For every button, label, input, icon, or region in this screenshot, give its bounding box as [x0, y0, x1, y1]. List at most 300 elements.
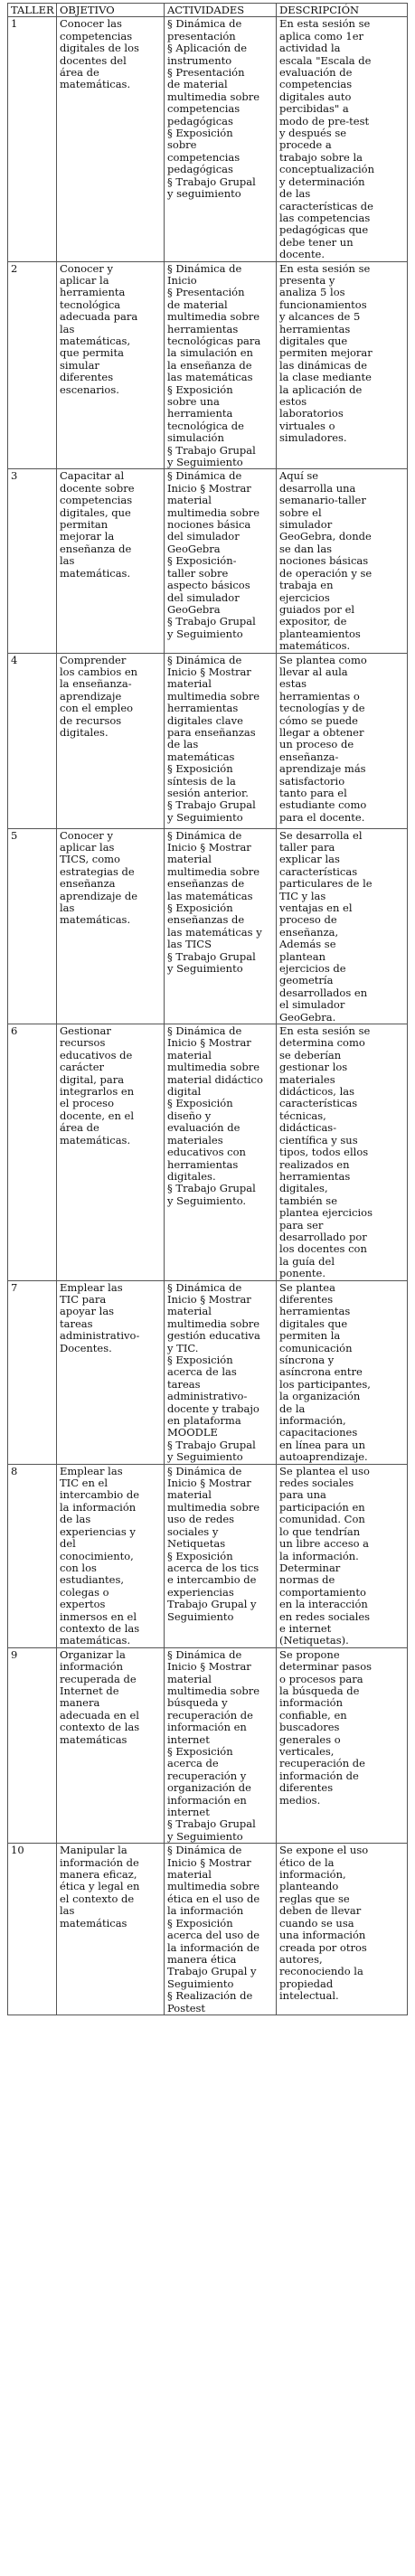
cell-line: el simulador [279, 998, 345, 1012]
cell-line: cómo se puede [279, 713, 358, 727]
cell-line: En esta sesión se [279, 17, 371, 31]
cell-line: técnicas, [279, 1109, 326, 1122]
cell-line: multimedia sobre [167, 864, 260, 878]
cell-line: educativos de [60, 1048, 133, 1062]
cell-line: § Exposición [167, 1916, 233, 1930]
cell-line: permitan [60, 518, 108, 532]
cell-line: material [167, 853, 212, 866]
table-row [8, 1464, 408, 1647]
cell-line: una información [279, 1929, 366, 1942]
cell-line: de material [167, 297, 228, 311]
cell-line: herramientas [279, 1305, 351, 1318]
cell-taller: 6 [8, 1024, 57, 1281]
cell-line: docente sobre [60, 481, 135, 495]
cell-descripcion [277, 1647, 408, 1844]
cell-line: se deberían [279, 1048, 342, 1062]
cell-line: didácticas- [279, 1121, 337, 1135]
cell-line: § Trabajo Grupal [167, 615, 256, 628]
cell-line: evaluación de [279, 66, 353, 80]
cell-line: TIC y las [279, 889, 326, 902]
cell-line: determinar pasos [279, 1660, 373, 1674]
cell-line: autoaprendizaje. [279, 1450, 368, 1464]
cell-line: modo de pre-test [279, 114, 370, 127]
cell-objetivo [57, 653, 165, 828]
cell-line: sobre una [167, 395, 220, 408]
cell-line: las competencias [279, 211, 371, 224]
cell-line: herramientas o [279, 689, 360, 703]
cell-line: Inicio § Mostrar [167, 665, 251, 678]
cell-line: adecuada en el [60, 1708, 139, 1722]
cell-line: Se plantea [279, 1280, 335, 1294]
cell-line: material [167, 1672, 212, 1685]
cell-line: diseño y [167, 1109, 212, 1122]
cell-line: también se [279, 1194, 337, 1207]
cell-line: los cambios en [60, 665, 138, 678]
cell-line: la simulación en [167, 346, 253, 360]
header-actividades: ACTIVIDADES [165, 4, 277, 17]
cell-line: aprendizaje [60, 689, 122, 703]
cell-line: materiales [279, 1072, 335, 1086]
cell-line: apoyar las [60, 1305, 115, 1318]
cell-line: las matemáticas [167, 889, 253, 902]
cell-line: En esta sesión se [279, 1024, 371, 1038]
cell-line: en línea para un [279, 1438, 365, 1451]
cell-line: que permita [60, 346, 124, 360]
cell-line: pedagógicas [167, 163, 233, 176]
cell-line: llegar a obtener [279, 725, 364, 739]
cell-line: pedagógicas que [279, 223, 369, 237]
cell-line: Trabajo Grupal y [167, 1965, 257, 1978]
cell-actividades [165, 1647, 277, 1844]
cell-line: las dinámicas de [279, 358, 367, 372]
cell-line: del simulador [167, 530, 240, 543]
cell-line: diferentes [60, 371, 114, 384]
cell-line: la clase mediante [279, 371, 372, 384]
cell-line: laboratorios [279, 407, 344, 420]
cell-line: Docentes. [60, 1341, 112, 1354]
cell-line: taller sobre [167, 566, 229, 580]
cell-line: intercambio de [60, 1488, 139, 1502]
cell-line: Emplear las [60, 1464, 123, 1477]
cell-line: herramientas [167, 322, 239, 335]
cell-line: digitales clave [167, 713, 243, 727]
cell-line: nociones básicas [279, 554, 369, 568]
cell-line: didácticos, las [279, 1085, 355, 1099]
cell-line: Se plantea como [279, 653, 367, 666]
cell-line: multimedia sobre [167, 1880, 260, 1893]
cell-line: expositor, de [279, 615, 347, 628]
table-row [8, 1647, 408, 1844]
cell-line: enseñanza, [279, 925, 339, 939]
cell-line: nociones básica [167, 518, 251, 532]
cell-line: explicar las [279, 853, 340, 866]
cell-line: manera ética [167, 1952, 237, 1966]
cell-line: del simulador [167, 590, 240, 604]
cell-line: propiedad [279, 1977, 334, 1990]
cell-line: herramientas [279, 322, 351, 335]
cell-line: particulares de le [279, 877, 373, 891]
cell-line: y seguimiento [167, 187, 241, 201]
cell-line: GeoGebra [167, 542, 221, 555]
cell-line: material [167, 1488, 212, 1502]
cell-line: tanto para el [279, 787, 347, 799]
cell-line: acerca de [167, 1757, 219, 1770]
cell-line: gestión educativa [167, 1329, 260, 1343]
cell-objetivo [57, 261, 165, 469]
cell-line: desarrollado por [279, 1230, 367, 1243]
cell-line: información en [167, 1793, 247, 1807]
cell-line: § Dinámica de [167, 1024, 242, 1038]
cell-line: competencias [60, 494, 133, 507]
cell-line: GeoGebra [167, 602, 221, 616]
cell-descripcion [277, 1844, 408, 2015]
cell-taller: 1 [8, 17, 57, 261]
cell-line: asíncrona entre [279, 1365, 363, 1379]
cell-line: Organizar la [60, 1647, 126, 1661]
cell-line: y Seguimiento [167, 456, 243, 469]
cell-line: estas [279, 677, 307, 691]
cell-line: y TIC. [167, 1341, 199, 1354]
table-row [8, 1844, 408, 2015]
cell-line: procede a [279, 138, 332, 152]
cell-descripcion [277, 17, 408, 261]
cell-line: los participantes, [279, 1377, 371, 1391]
cell-line: § Exposición [167, 762, 233, 776]
cell-line: § Exposición [167, 1745, 233, 1758]
cell-line: recursos [60, 1036, 106, 1050]
cell-line: § Exposición [167, 1354, 233, 1366]
cell-line: competencias [60, 29, 133, 42]
cell-line: científica y sus [279, 1133, 358, 1146]
cell-line: § Dinámica de [167, 1280, 242, 1294]
cell-line: la búsqueda de [279, 1684, 360, 1697]
cell-line: administrativo- [167, 1390, 248, 1403]
cell-line: digital, para [60, 1072, 125, 1086]
cell-actividades [165, 653, 277, 828]
cell-line: § Trabajo Grupal [167, 175, 256, 188]
cell-line: de la [279, 1401, 306, 1415]
cell-line: § Exposición [167, 382, 233, 396]
cell-line: la enseñanza de [167, 358, 252, 372]
cell-line: ponente. [279, 1267, 325, 1280]
cell-line: § Dinámica de [167, 653, 242, 666]
cell-line: simulación [167, 431, 224, 445]
cell-line: ética en el uso de [167, 1892, 260, 1905]
cell-line: matemáticas [167, 750, 235, 763]
cell-line: la guía del [279, 1254, 335, 1268]
cell-line: enseñanzas de [167, 877, 245, 891]
cell-line: aprendizaje de [60, 889, 138, 902]
cell-line: de material [167, 78, 228, 91]
cell-line: deben de llevar [279, 1904, 362, 1918]
cell-line: adecuada para [60, 310, 138, 324]
cell-line: Además se [279, 938, 336, 951]
cell-line: intelectual. [279, 1989, 339, 2003]
cell-line: material [167, 494, 212, 507]
cell-line: matemáticos. [279, 639, 351, 653]
cell-line: los docentes con [279, 1242, 367, 1256]
cell-line: permiten mejorar [279, 346, 373, 360]
cell-line: competencias [167, 150, 241, 164]
cell-line: diferentes [279, 1292, 334, 1306]
cell-line: TIC para [60, 1292, 107, 1306]
cell-line: Inicio § Mostrar [167, 1855, 251, 1869]
cell-line: experiencias [167, 1585, 234, 1599]
cell-line: satisfactorio [279, 774, 345, 788]
cell-line: § Dinámica de [167, 17, 242, 31]
cell-line: acerca del uso de [167, 1929, 260, 1942]
cell-line: § Dinámica de [167, 1647, 242, 1661]
cell-line: multimedia sobre [167, 689, 260, 703]
cell-line: conocimiento, [60, 1549, 134, 1562]
cell-line: organización de [167, 1781, 251, 1795]
cell-line: las [60, 1904, 75, 1918]
cell-line: o procesos para [279, 1672, 363, 1685]
cell-line: docente. [279, 248, 325, 261]
cell-actividades [165, 1280, 277, 1464]
cell-line: administrativo- [60, 1329, 140, 1343]
cell-line: en la interacción [279, 1598, 368, 1611]
cell-line: redes sociales [279, 1477, 354, 1490]
cell-line: las TICS [167, 938, 212, 951]
table-row [8, 17, 408, 261]
cell-line: § Trabajo Grupal [167, 1438, 256, 1451]
cell-descripcion [277, 261, 408, 469]
cell-line: para ser [279, 1218, 324, 1231]
cell-line: expertos [60, 1598, 106, 1611]
cell-line: tipos, todos ellos [279, 1146, 369, 1159]
cell-descripcion [277, 828, 408, 1024]
cell-line: § Exposición [167, 1549, 233, 1562]
cell-line: § Aplicación de [167, 42, 247, 55]
cell-line: multimedia sobre [167, 505, 260, 519]
cell-line: las [60, 554, 75, 568]
cell-line: e intercambio de [167, 1573, 257, 1587]
table-header-row [8, 4, 408, 17]
cell-line: y Seguimiento [167, 962, 243, 975]
cell-line: recuperación y [167, 1769, 247, 1782]
cell-line: la información de [167, 1940, 259, 1954]
cell-line: tareas [60, 1316, 93, 1330]
cell-objetivo [57, 1024, 165, 1281]
cell-line: (Netiquetas). [279, 1634, 349, 1647]
cell-line: uso de redes [167, 1513, 235, 1526]
table-row [8, 828, 408, 1024]
cell-line: digitales de los [60, 42, 139, 55]
cell-line: y determinación [279, 175, 365, 188]
cell-line: normas de [279, 1573, 335, 1587]
cell-line: material [167, 677, 212, 691]
cell-line: ejercicios de [279, 962, 346, 975]
cell-line: instrumento [167, 53, 232, 67]
cell-line: digitales que [279, 334, 348, 347]
cell-line: de las [279, 187, 311, 201]
cell-line: § Trabajo Grupal [167, 443, 256, 457]
cell-line: plantean [279, 949, 325, 963]
cell-line: trabajo sobre la [279, 150, 363, 164]
cell-line: las [60, 322, 75, 335]
cell-taller: 10 [8, 1844, 57, 2015]
cell-line: inmersos en el [60, 1609, 137, 1623]
table-row [8, 1024, 408, 1281]
cell-line: Inicio [167, 273, 197, 287]
cell-line: Netiquetas [167, 1537, 226, 1551]
cell-line: digitales, [279, 1182, 328, 1195]
cell-line: gestionar los [279, 1061, 348, 1074]
cell-line: presentación [167, 29, 236, 42]
cell-line: recuperada de [60, 1672, 137, 1685]
header-taller: TALLER [8, 4, 57, 17]
cell-line: § Dinámica de [167, 1464, 242, 1477]
cell-line: la información. [279, 1549, 359, 1562]
cell-line: multimedia sobre [167, 90, 260, 103]
cell-line: estudiantes, [60, 1573, 125, 1587]
cell-line: síncrona y [279, 1354, 335, 1366]
cell-line: simuladores. [279, 431, 347, 445]
cell-line: mejorar la [60, 530, 115, 543]
cell-line: manera eficaz, [60, 1868, 137, 1882]
cell-line: acerca de los tics [167, 1561, 259, 1574]
cell-line: matemáticas. [60, 566, 131, 580]
cell-line: Determinar [279, 1561, 341, 1574]
cell-line: la organización [279, 1390, 361, 1403]
cell-line: § Dinámica de [167, 828, 242, 842]
cell-actividades [165, 1464, 277, 1647]
cell-line: § Realización de [167, 1989, 253, 2003]
cell-line: matemáticas. [60, 78, 131, 91]
cell-line: recuperación de [167, 1708, 253, 1722]
cell-line: manera [60, 1696, 100, 1710]
cell-line: para una [279, 1488, 326, 1502]
cell-line: y Seguimiento [167, 810, 243, 824]
cell-objetivo [57, 1280, 165, 1464]
cell-line: autores, [279, 1952, 323, 1966]
cell-line: herramientas [167, 702, 239, 715]
cell-line: contexto de las [60, 1721, 140, 1734]
cell-line: la información [167, 1904, 244, 1918]
cell-line: materiales [167, 1133, 223, 1146]
cell-line: Seguimiento [167, 1977, 234, 1990]
cell-line: material [167, 1868, 212, 1882]
cell-line: pedagógicas [167, 114, 233, 127]
cell-line: se dan las [279, 542, 333, 555]
cell-line: § Dinámica de [167, 1844, 242, 1857]
cell-line: herramientas [167, 1157, 239, 1171]
cell-line: aplicar las [60, 840, 115, 854]
cell-line: tecnológicas para [167, 334, 261, 347]
cell-line: competencias [167, 102, 241, 116]
cell-line: comunidad. Con [279, 1513, 365, 1526]
cell-line: un libre acceso a [279, 1537, 370, 1551]
cell-line: digitales, que [60, 505, 131, 519]
cell-line: § Presentación [167, 286, 245, 299]
cell-line: matemáticas. [60, 1133, 131, 1146]
cell-taller: 3 [8, 469, 57, 653]
cell-line: internet [167, 1806, 210, 1819]
cell-line: debe tener un [279, 235, 354, 249]
cell-line: MOODLE [167, 1426, 218, 1439]
cell-line: experiencias y [60, 1524, 136, 1538]
cell-line: participación en [279, 1500, 365, 1514]
cell-line: educativos con [167, 1146, 246, 1159]
cell-line: Seguimiento [167, 1609, 234, 1623]
header-objetivo: OBJETIVO [57, 4, 165, 17]
cell-line: funcionamientos [279, 297, 367, 311]
cell-line: para el docente. [279, 810, 365, 824]
cell-line: geometría [279, 974, 334, 987]
cell-line: características [279, 1097, 358, 1110]
cell-objetivo [57, 1464, 165, 1647]
cell-line: presenta y [279, 273, 335, 287]
cell-line: Internet de [60, 1684, 119, 1697]
cell-line: multimedia sobre [167, 1316, 260, 1330]
cell-line: desarrolla una [279, 481, 356, 495]
cell-line: y después se [279, 127, 347, 140]
cell-line: taller para [279, 840, 335, 854]
cell-line: un proceso de [279, 738, 354, 751]
cell-line: sobre [167, 138, 197, 152]
cell-line: tecnológica de [167, 419, 244, 432]
cell-line: actividad la [279, 42, 341, 55]
table-row [8, 469, 408, 653]
cell-line: enseñanza- [279, 750, 339, 763]
cell-line: multimedia sobre [167, 1500, 260, 1514]
cell-line: creada por otros [279, 1940, 367, 1954]
cell-line: matemáticas. [60, 1634, 131, 1647]
cell-line: tecnológica [60, 297, 121, 311]
cell-line: búsqueda y [167, 1696, 228, 1710]
cell-line: la aplicación de [279, 382, 363, 396]
cell-line: área de [60, 1121, 99, 1135]
cell-line: aprendizaje más [279, 762, 366, 776]
cell-line: herramienta [167, 407, 233, 420]
cell-line: conceptualización [279, 163, 374, 176]
cell-line: confiable, en [279, 1708, 347, 1722]
cell-taller: 9 [8, 1647, 57, 1844]
cell-line: información [279, 1696, 343, 1710]
cell-line: Inicio § Mostrar [167, 1292, 251, 1306]
cell-line: y Seguimiento [167, 1829, 243, 1843]
cell-line: GeoGebra. [279, 1010, 336, 1024]
cell-line: herramienta [60, 286, 126, 299]
cell-line: matemáticas [60, 1916, 127, 1930]
cell-line: el contexto de [60, 1892, 135, 1905]
cell-line: recuperación de [279, 1757, 365, 1770]
cell-line: información en [167, 1721, 247, 1734]
cell-line: información, [279, 1868, 346, 1882]
cell-line: evaluación de [167, 1121, 241, 1135]
cell-line: síntesis de la [167, 774, 236, 788]
cell-line: GeoGebra, donde [279, 530, 372, 543]
cell-line: información [60, 1660, 123, 1674]
workshop-table [7, 3, 408, 2015]
cell-objetivo [57, 17, 165, 261]
cell-line: desarrollados en [279, 986, 368, 999]
cell-line: buscadores [279, 1721, 340, 1734]
cell-line: estos [279, 395, 307, 408]
cell-line: carácter [60, 1061, 105, 1074]
cell-line: proceso de [279, 913, 337, 927]
cell-line: la enseñanza- [60, 677, 132, 691]
cell-line: § Exposición- [167, 554, 237, 568]
cell-line: de recursos [60, 713, 122, 727]
cell-line: simular [60, 358, 99, 372]
cell-objetivo [57, 469, 165, 653]
cell-line: en redes sociales [279, 1609, 371, 1623]
cell-line: aspecto básicos [167, 579, 250, 592]
cell-line: y Seguimiento [167, 627, 243, 640]
cell-line: de las [60, 1513, 91, 1526]
